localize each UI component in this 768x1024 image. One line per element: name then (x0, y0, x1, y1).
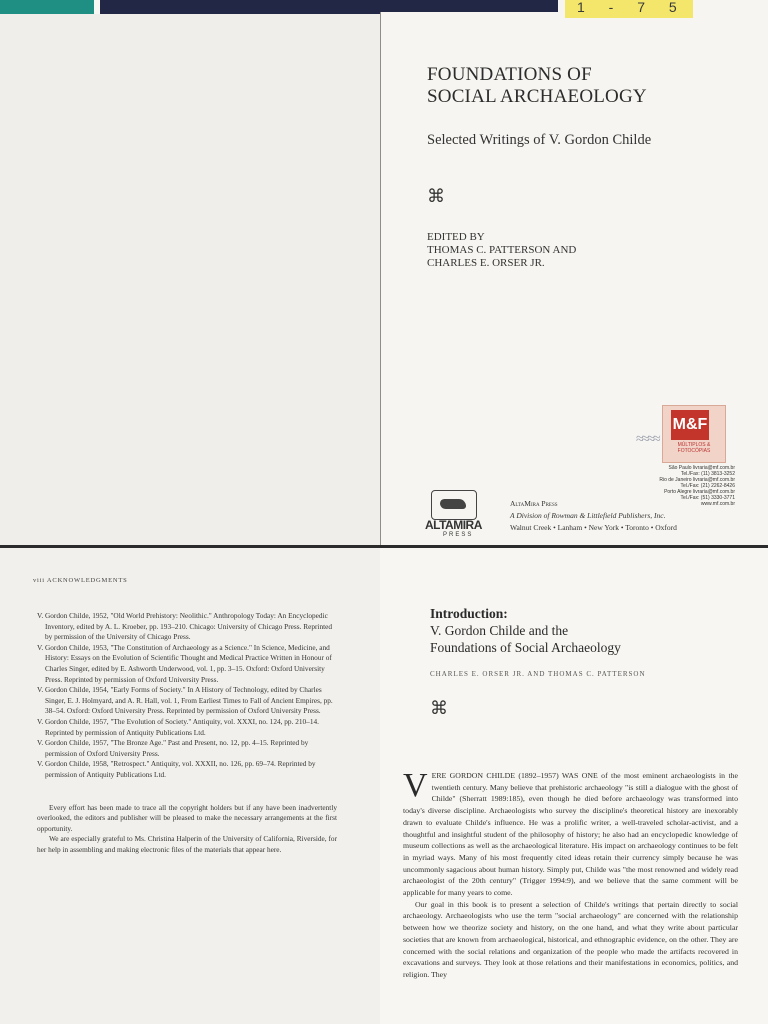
chapter-title (430, 605, 621, 656)
cover-edge-navy-right (380, 0, 558, 12)
ack-paragraph: Every effort has been made to trace all the copyright holders but if any have been inadvertently overlooked, the editors and publisher will be pleased to make the necessary arrangements at the first opportunity. (37, 802, 337, 833)
chapter-body (403, 767, 738, 981)
publisher-logo (425, 490, 485, 542)
book-subtitle: Selected Writings of V. Gordon Childe (427, 132, 652, 148)
ack-entry: V. Gordon Childe, 1957, "The Bronze Age." Past and Present, no. 12, pp. 4–15. Reprinted by permission of Oxford University Press. (37, 738, 309, 758)
contact-line: Tel./Fax: (21) 2262-8426 (680, 483, 735, 489)
drop-cap: V (403, 767, 428, 804)
editor-name-2: CHARLES E. ORSER JR. (427, 257, 545, 269)
ornament-icon: ⌘ (430, 698, 448, 718)
publisher-division: A Division of Rowman & Littlefield Publishers, Inc. (510, 511, 666, 520)
book-title-line2: SOCIAL ARCHAEOLOGY (427, 86, 647, 107)
postmark-waves-icon: ≈≈≈≈ (636, 432, 659, 447)
logo-press: PRESS (443, 532, 474, 538)
contact-line: www.mf.com.br (700, 501, 735, 507)
bookseller-stamp (662, 405, 726, 463)
stamp-subtitle: MÚLTIPLOS & FOTOCÓPIAS (677, 442, 711, 454)
contact-line: São Paulo livraria@mf.com.br (668, 465, 735, 471)
ack-entry: V. Gordon Childe, 1954, "Early Forms of Society." In A History of Technology, edited by Charles Singer, E. J. Holmyard, and A. R. Hall, vol. 1, From Earliest Times to Fall of Ancient Empires, pp. 38–54. Oxford: Oxford University Press. Reprinted by permission of Oxford University Press. (37, 685, 333, 716)
chapter-authors: CHARLES E. ORSER JR. AND THOMAS C. PATTERSON (430, 670, 646, 678)
contact-line: Rio de Janeiro livraria@mf.com.br (659, 477, 735, 483)
ack-paragraph: We are especially grateful to Ms. Christina Halperin of the University of California, Riverside, for her help in assembling and making electronic files of the materials that appear here. (37, 834, 337, 854)
ack-entry: V. Gordon Childe, 1957, "The Evolution of Society." Antiquity, vol. XXXI, no. 124, pp. 210–14. Reprinted by permission of Antiquity Publications Ltd. (37, 716, 319, 737)
contact-line: Tel./Fax: (11) 3813-3252 (680, 471, 735, 477)
handwritten-note: 1 - 7 5 (577, 0, 687, 15)
book-spine-fold (380, 12, 381, 545)
ornament-icon: ⌘ (427, 186, 445, 206)
sticky-note (565, 0, 693, 18)
publisher-info (510, 498, 677, 534)
blank-verso-page (0, 0, 380, 545)
contact-line: Tel./Fax: (51) 3330-3771 (680, 495, 735, 501)
chapter-heading: Introduction: (430, 606, 508, 621)
cover-edge-navy (100, 0, 380, 14)
ack-entry: V. Gordon Childe, 1953, "The Constitution of Archaeology as a Science." In Science, Medicine, and History: Essays on the Evolution of Scientific Thought and Medical Practice Written in Honour of Charles Singer, edited by E. Ashworth Underwood, vol. 1, pp. 3–15. Oxford: Oxford University Press. Reprinted by permission of Oxford University Press. (37, 642, 332, 684)
edited-by-label: EDITED BY (427, 231, 485, 243)
body-paragraph: Our goal in this book is to present a selection of Childe's writings that pertain directly to social archaeology. Archaeologists who use the term "social archaeology" are concerned with the relationship between how we theorize society and history, on the one hand, and what they write about particular societies that are known from archaeological, historical, and ethnographic evidence, on the other. They are concerned with the social relations and organization of the people who made the artifacts recovered in excavations and surveys. They look at those relations and their manifestations in economics, politics, and religion. They (403, 899, 738, 979)
stamp-logo: M&F (671, 410, 709, 440)
ack-entry: V. Gordon Childe, 1958, "Retrospect." Antiquity, vol. XXXII, no. 126, pp. 69–74. Reprinted by permission of Antiquity Publications Ltd. (37, 759, 316, 779)
acknowledgments-list (37, 611, 337, 855)
logo-wordmark: ALTAMIRA (425, 518, 482, 532)
paragraph-text: ERE GORDON CHILDE (1892–1957) WAS ONE of the most eminent archaeologists in the twentieth century. Many believe that prehistoric archaeology "is still a dialogue with the ghost of Childe" (Sherratt 1989:185), even though he died before archaeology was transformed into today's diverse discipline. Archaeologists who survey the discipline's theoretical history are inexorably drawn to evaluate Childe's influence. He was a prolific writer, a well-traveled scholar-activist, and a thoughtful and insightful student of the philosophy of history; he also had an encyclopedic knowledge of museum collections as well as the archaeological literature. His impact on archaeology continues to be felt in myriad ways. Many of his most frequently cited ideas retain their currency simply because he was uncommonly sagacious about human history. Simply put, Childe was "the most renowned and widely read archaeologist of the 20th century" (Trigger 1994:9), and we believe that the same comment will be applicable for many years to come. (403, 771, 738, 898)
acknowledgments-page (0, 548, 380, 1024)
ack-entry: V. Gordon Childe, 1952, "Old World Prehistory: Neolithic." Anthropology Today: An Encyclopedic Inventory, edited by A. L. Kroeber, pp. 193–210. Chicago: University of Chicago Press. Reprinted by permission of the University of Chicago Press. (37, 611, 333, 642)
chapter-title-line1: V. Gordon Childe and the (430, 623, 569, 638)
cover-edge-teal (0, 0, 94, 14)
horse-icon (431, 490, 477, 520)
body-paragraph (403, 767, 738, 899)
publisher-cities: Walnut Creek • Lanham • New York • Toronto • Oxford (510, 523, 677, 532)
running-head: viii ACKNOWLEDGMENTS (33, 577, 128, 584)
editor-name-1: THOMAS C. PATTERSON AND (427, 244, 577, 256)
title-page (380, 0, 768, 545)
book-title (427, 64, 647, 108)
introduction-page (380, 548, 768, 1024)
publisher-name: AltaMira Press (510, 499, 558, 508)
editors-block (427, 231, 576, 270)
chapter-title-line2: Foundations of Social Archaeology (430, 640, 621, 655)
contact-line: Porto Alegre livraria@mf.com.br (664, 489, 735, 495)
book-title-line1: FOUNDATIONS OF (427, 64, 592, 85)
